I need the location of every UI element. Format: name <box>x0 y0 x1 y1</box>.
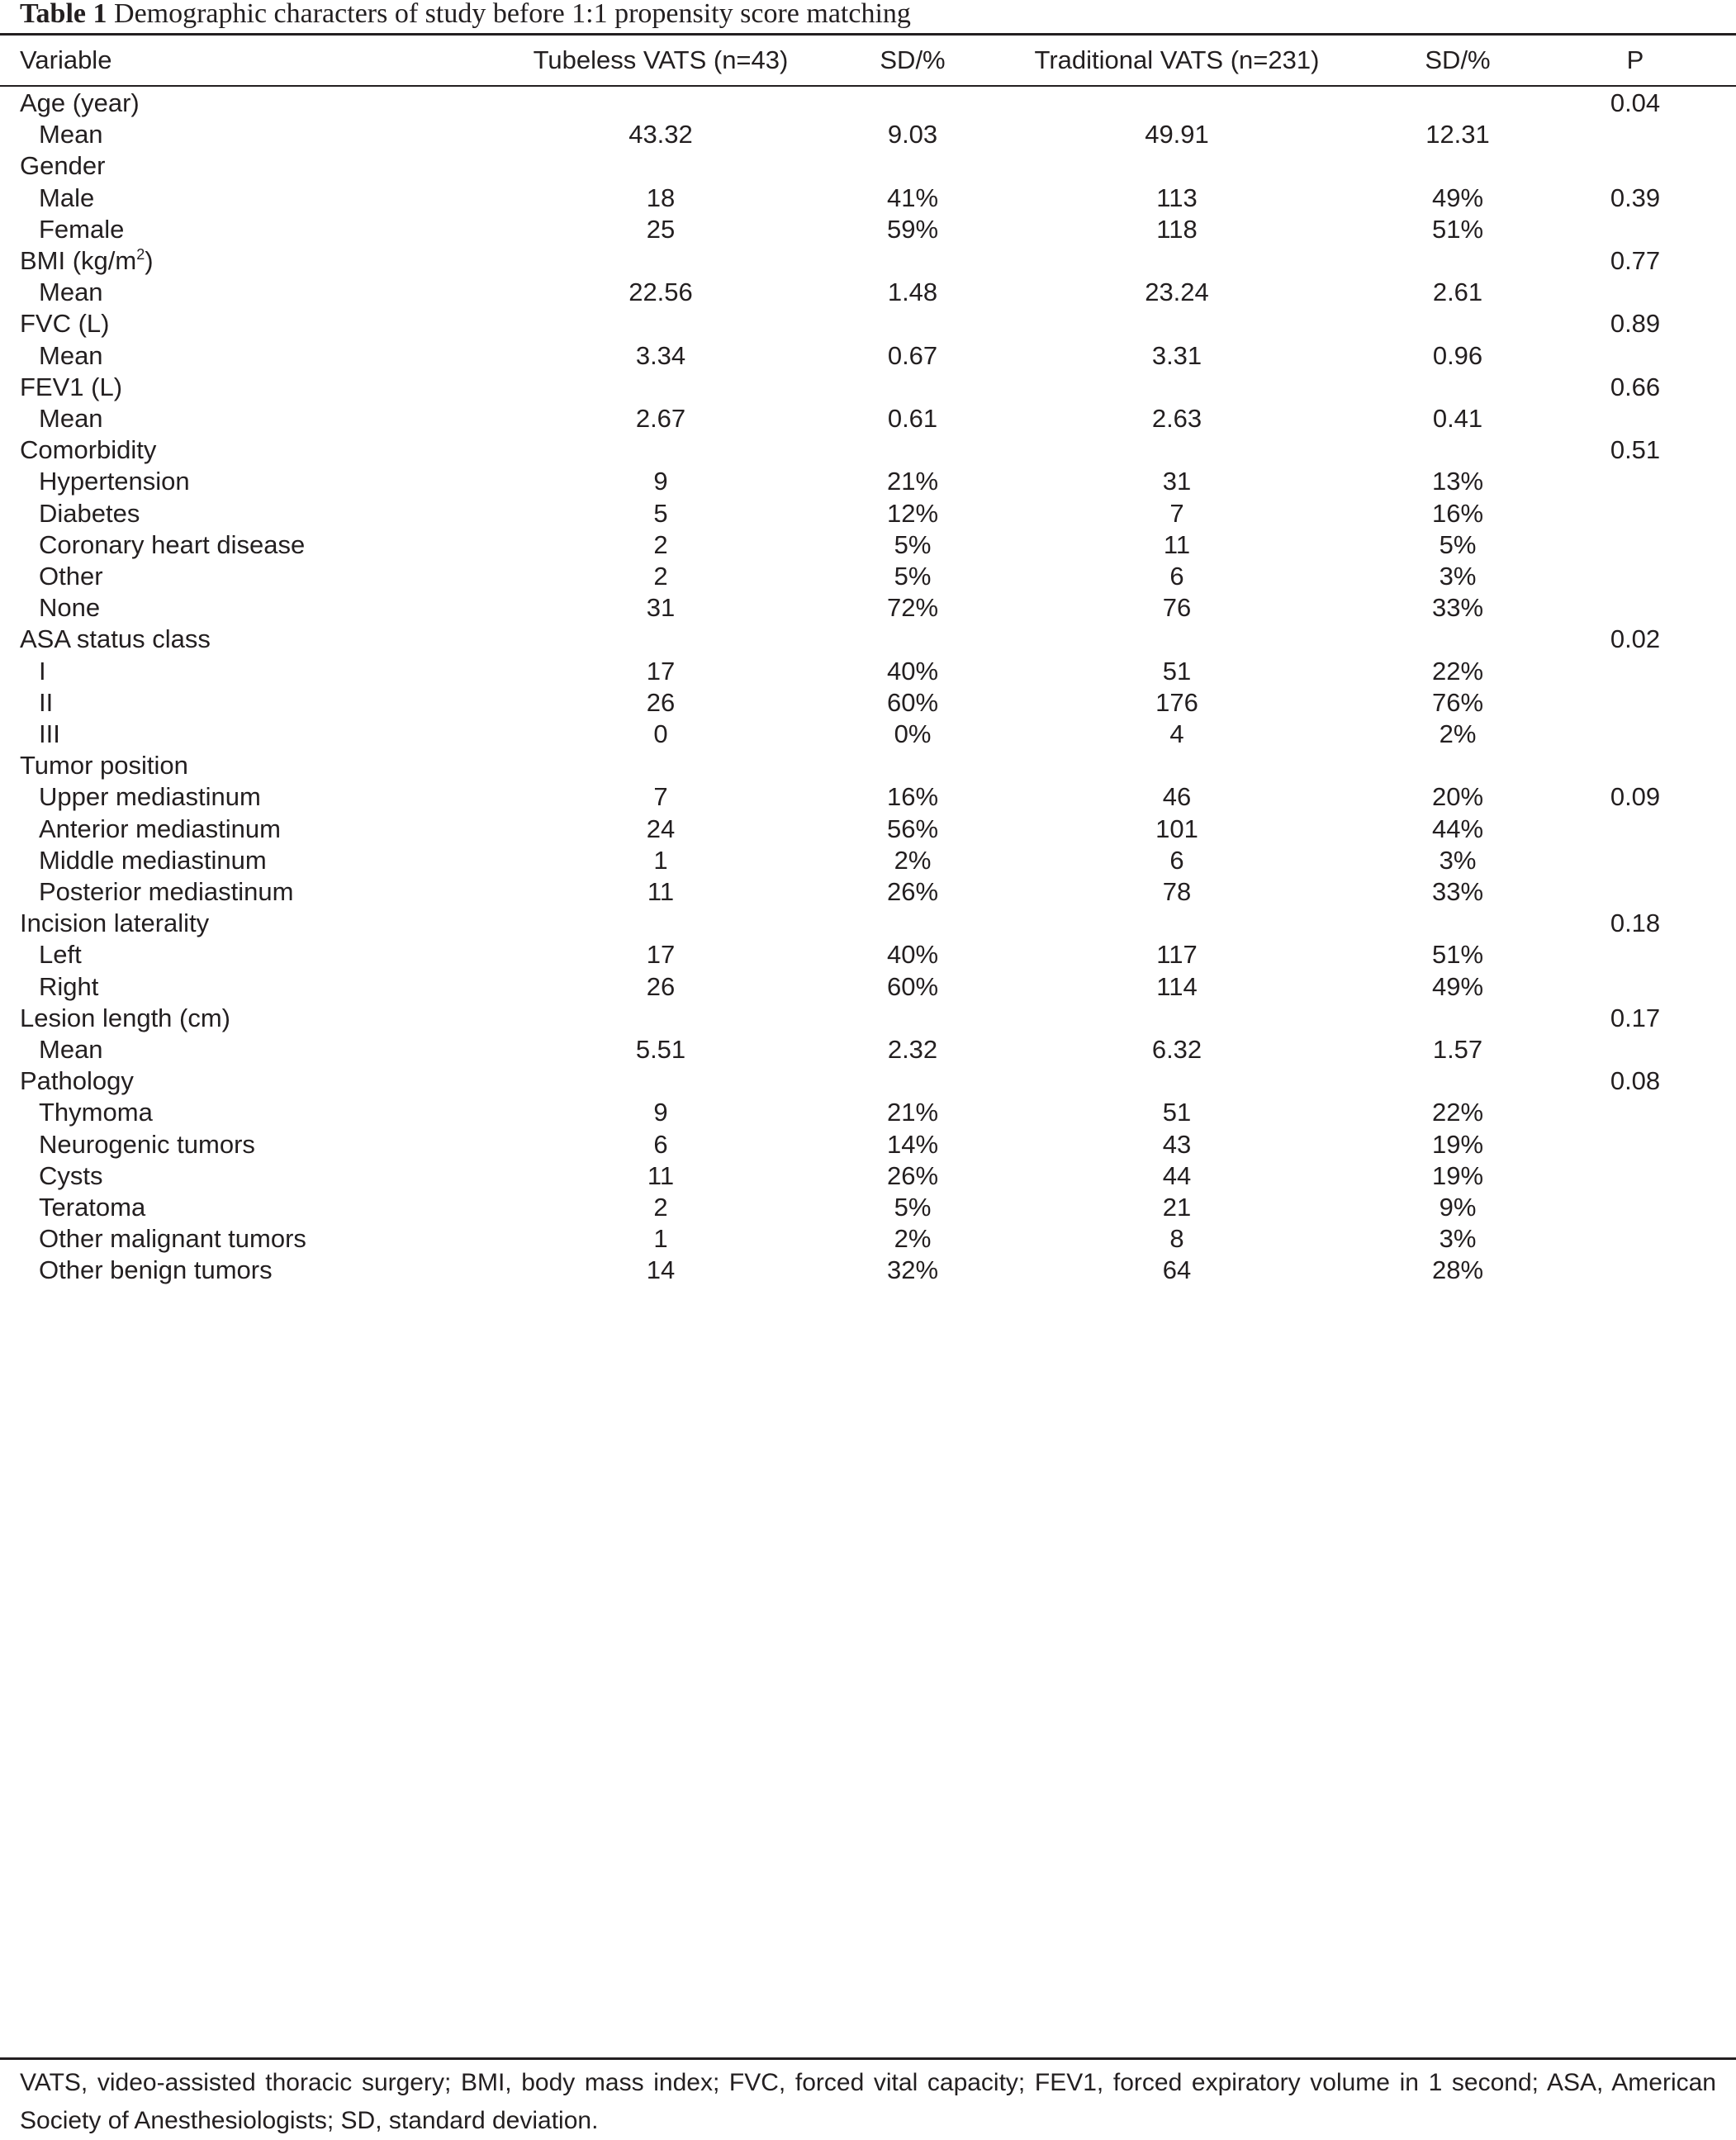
traditional-sd: 28% <box>1431 1255 1484 1285</box>
row-label: Other benign tumors <box>39 1255 273 1285</box>
traditional-sd: 44% <box>1431 814 1484 843</box>
traditional-value: 51 <box>1162 656 1192 686</box>
tubeless-value: 5 <box>653 498 668 528</box>
table-number: Table 1 <box>20 0 107 29</box>
table-row <box>0 1244 1736 1296</box>
row-label: Age (year) <box>20 88 140 117</box>
tubeless-sd: 56% <box>886 814 939 843</box>
traditional-value: 21 <box>1162 1193 1192 1222</box>
traditional-value: 51 <box>1162 1098 1192 1127</box>
row-label: Mean <box>39 404 103 433</box>
row-label: Posterior mediastinum <box>39 877 294 906</box>
row-label: ASA status class <box>20 624 211 654</box>
tubeless-value: 31 <box>646 593 676 623</box>
traditional-value: 117 <box>1156 940 1198 970</box>
tubeless-sd: 2% <box>894 845 932 875</box>
row-label: Neurogenic tumors <box>39 1129 255 1159</box>
tubeless-value: 26 <box>646 687 676 717</box>
row-label: Coronary heart disease <box>39 529 306 559</box>
tubeless-sd: 60% <box>886 687 939 717</box>
tubeless-sd: 32% <box>886 1255 939 1285</box>
traditional-sd: 51% <box>1431 214 1484 244</box>
traditional-sd: 12.31 <box>1425 120 1490 149</box>
tubeless-sd: 12% <box>886 498 939 528</box>
tubeless-value: 18 <box>646 183 676 212</box>
row-label: Middle mediastinum <box>39 845 267 875</box>
traditional-value: 6.32 <box>1151 1035 1202 1064</box>
tubeless-sd: 5% <box>894 529 932 559</box>
traditional-value: 113 <box>1156 183 1198 212</box>
traditional-value: 23.24 <box>1145 278 1209 307</box>
traditional-value: 64 <box>1162 1255 1192 1285</box>
p-value: 0.89 <box>1610 309 1661 339</box>
traditional-value: 7 <box>1169 498 1184 528</box>
traditional-sd: 2% <box>1439 719 1477 748</box>
tubeless-sd: 14% <box>886 1129 939 1159</box>
row-label: Hypertension <box>39 467 190 496</box>
tubeless-value: 2.67 <box>635 404 686 433</box>
tubeless-value: 25 <box>646 214 676 244</box>
tubeless-sd: 26% <box>886 1160 939 1190</box>
row-label: Cysts <box>39 1160 103 1190</box>
row-label: Other <box>39 562 103 591</box>
tubeless-value: 3.34 <box>635 340 686 370</box>
tubeless-value: 17 <box>646 656 676 686</box>
p-value <box>1561 1244 1710 1296</box>
row-label: Mean <box>39 340 103 370</box>
row-label-end: ) <box>145 246 154 275</box>
tubeless-sd: 2.32 <box>887 1035 938 1064</box>
traditional-sd: 33% <box>1431 593 1484 623</box>
row-label: II <box>39 687 54 717</box>
traditional-value: 2.63 <box>1151 404 1202 433</box>
traditional-sd: 0.41 <box>1432 404 1483 433</box>
tubeless-sd: 0.61 <box>887 404 938 433</box>
traditional-sd: 22% <box>1431 1098 1484 1127</box>
tubeless-value: 2 <box>653 1193 668 1222</box>
traditional-value: 44 <box>1162 1160 1192 1190</box>
traditional-sd: 13% <box>1431 467 1484 496</box>
row-label: Female <box>39 214 125 244</box>
tubeless-value: 26 <box>646 971 676 1001</box>
tubeless-sd: 40% <box>886 656 939 686</box>
traditional-value: 49.91 <box>1145 120 1209 149</box>
tubeless-value: 17 <box>646 940 676 970</box>
header-p-value: P <box>1626 45 1644 74</box>
p-value: 0.04 <box>1610 88 1661 117</box>
p-value: 0.66 <box>1610 372 1661 401</box>
row-label: Pathology <box>20 1066 134 1096</box>
tubeless-value: 2 <box>653 529 668 559</box>
traditional-value: 11 <box>1163 529 1191 559</box>
tubeless-sd: 26% <box>886 877 939 906</box>
traditional-value: 6 <box>1169 845 1184 875</box>
traditional-sd: 49% <box>1431 183 1484 212</box>
tubeless-value: 14 <box>646 1255 676 1285</box>
p-value: 0.77 <box>1610 246 1661 275</box>
row-label: Tumor position <box>20 751 188 781</box>
tubeless-sd: 1.48 <box>887 278 938 307</box>
traditional-value: 43 <box>1162 1129 1192 1159</box>
traditional-sd: 49% <box>1431 971 1484 1001</box>
tubeless-sd: 0% <box>894 719 932 748</box>
traditional-value: 176 <box>1155 687 1198 717</box>
traditional-value: 8 <box>1169 1224 1184 1254</box>
row-label: Teratoma <box>39 1193 146 1222</box>
row-label: Upper mediastinum <box>39 782 261 812</box>
traditional-value: 114 <box>1156 971 1198 1001</box>
tubeless-sd: 0.67 <box>887 340 938 370</box>
traditional-sd: 33% <box>1431 877 1484 906</box>
row-label: Gender <box>20 151 106 181</box>
tubeless-value: 22.56 <box>628 278 693 307</box>
header-sd-traditional: SD/% <box>1425 45 1491 74</box>
bottom-rule <box>0 2057 1736 2060</box>
tubeless-value: 9 <box>653 467 668 496</box>
tubeless-value: 11 <box>647 1160 675 1190</box>
row-label: Mean <box>39 278 103 307</box>
tubeless-sd: 2% <box>894 1224 932 1254</box>
p-value: 0.39 <box>1610 183 1661 212</box>
tubeless-value: 1 <box>653 1224 668 1254</box>
row-label: FVC (L) <box>20 309 110 339</box>
p-value: 0.18 <box>1610 909 1661 938</box>
traditional-sd: 5% <box>1439 529 1477 559</box>
tubeless-sd: 5% <box>894 562 932 591</box>
p-value: 0.09 <box>1610 782 1661 812</box>
tubeless-value: 7 <box>653 782 668 812</box>
row-label: Right <box>39 971 99 1001</box>
traditional-sd: 22% <box>1431 656 1484 686</box>
traditional-value: 3.31 <box>1151 340 1202 370</box>
tubeless-sd: 16% <box>886 782 939 812</box>
traditional-sd: 76% <box>1431 687 1484 717</box>
tubeless-value: 2 <box>653 562 668 591</box>
traditional-sd: 2.61 <box>1432 278 1483 307</box>
header-traditional-vats: Traditional VATS (n=231) <box>1034 45 1320 74</box>
traditional-sd: 51% <box>1431 940 1484 970</box>
tubeless-value: 0 <box>653 719 668 748</box>
traditional-sd: 16% <box>1431 498 1484 528</box>
row-label: Thymoma <box>39 1098 153 1127</box>
superscript: 2 <box>136 246 145 263</box>
traditional-value: 78 <box>1162 877 1192 906</box>
traditional-sd: 3% <box>1439 845 1477 875</box>
tubeless-sd: 59% <box>886 214 939 244</box>
traditional-value: 118 <box>1156 214 1198 244</box>
table-footnote: VATS, video-assisted thoracic surgery; BMI, body mass index; FVC, forced vital capacity; FEV1, forced expiratory volume in 1 second; ASA, American Society of Anesthesiologists; SD, standard deviation. <box>20 2069 1716 2134</box>
traditional-value: 101 <box>1155 814 1198 843</box>
tubeless-value: 1 <box>653 845 668 875</box>
traditional-value: 6 <box>1169 562 1184 591</box>
tubeless-value: 11 <box>647 877 675 906</box>
row-label: Left <box>39 940 82 970</box>
row-label: Mean <box>39 120 103 149</box>
row-label: I <box>39 656 46 686</box>
row-label: Mean <box>39 1035 103 1064</box>
row-label: Diabetes <box>39 498 140 528</box>
table-caption <box>20 0 911 33</box>
p-value: 0.02 <box>1610 624 1661 654</box>
row-label: Incision laterality <box>20 909 210 938</box>
row-label: Lesion length (cm) <box>20 1003 231 1032</box>
traditional-value: 4 <box>1169 719 1184 748</box>
row-label: None <box>39 593 101 623</box>
row-label: Other malignant tumors <box>39 1224 306 1254</box>
traditional-value: 31 <box>1162 467 1192 496</box>
table-caption-text: Demographic characters of study before 1:1 propensity score matching <box>114 0 911 29</box>
row-label: Anterior mediastinum <box>39 814 281 843</box>
tubeless-sd: 21% <box>886 1098 939 1127</box>
traditional-sd: 0.96 <box>1432 340 1483 370</box>
traditional-sd: 20% <box>1431 782 1484 812</box>
tubeless-value: 24 <box>646 814 676 843</box>
row-label: Comorbidity <box>20 435 157 465</box>
traditional-sd: 3% <box>1439 562 1477 591</box>
tubeless-sd: 60% <box>886 971 939 1001</box>
row-label: III <box>39 719 60 748</box>
tubeless-value: 9 <box>653 1098 668 1127</box>
traditional-value: 46 <box>1162 782 1192 812</box>
p-value: 0.17 <box>1610 1003 1661 1032</box>
tubeless-sd: 41% <box>886 183 939 212</box>
row-label: Male <box>39 183 95 212</box>
p-value: 0.08 <box>1610 1066 1661 1096</box>
header-sd-tubeless: SD/% <box>880 45 946 74</box>
traditional-sd: 19% <box>1431 1129 1484 1159</box>
tubeless-sd: 72% <box>886 593 939 623</box>
tubeless-sd: 40% <box>886 940 939 970</box>
traditional-sd: 3% <box>1439 1224 1477 1254</box>
tubeless-value: 5.51 <box>635 1035 686 1064</box>
row-label: FEV1 (L) <box>20 372 123 401</box>
traditional-sd: 19% <box>1431 1160 1484 1190</box>
tubeless-sd: 5% <box>894 1193 932 1222</box>
traditional-sd: 9% <box>1439 1193 1477 1222</box>
tubeless-value: 6 <box>653 1129 668 1159</box>
tubeless-sd: 9.03 <box>887 120 938 149</box>
row-label-text: BMI (kg/m <box>20 246 137 275</box>
p-value: 0.51 <box>1610 435 1661 465</box>
header-tubeless-vats: Tubeless VATS (n=43) <box>533 45 789 74</box>
tubeless-value: 43.32 <box>628 120 693 149</box>
traditional-value: 76 <box>1162 593 1192 623</box>
traditional-sd: 1.57 <box>1432 1035 1483 1064</box>
header-variable: Variable <box>20 45 112 74</box>
tubeless-sd: 21% <box>886 467 939 496</box>
